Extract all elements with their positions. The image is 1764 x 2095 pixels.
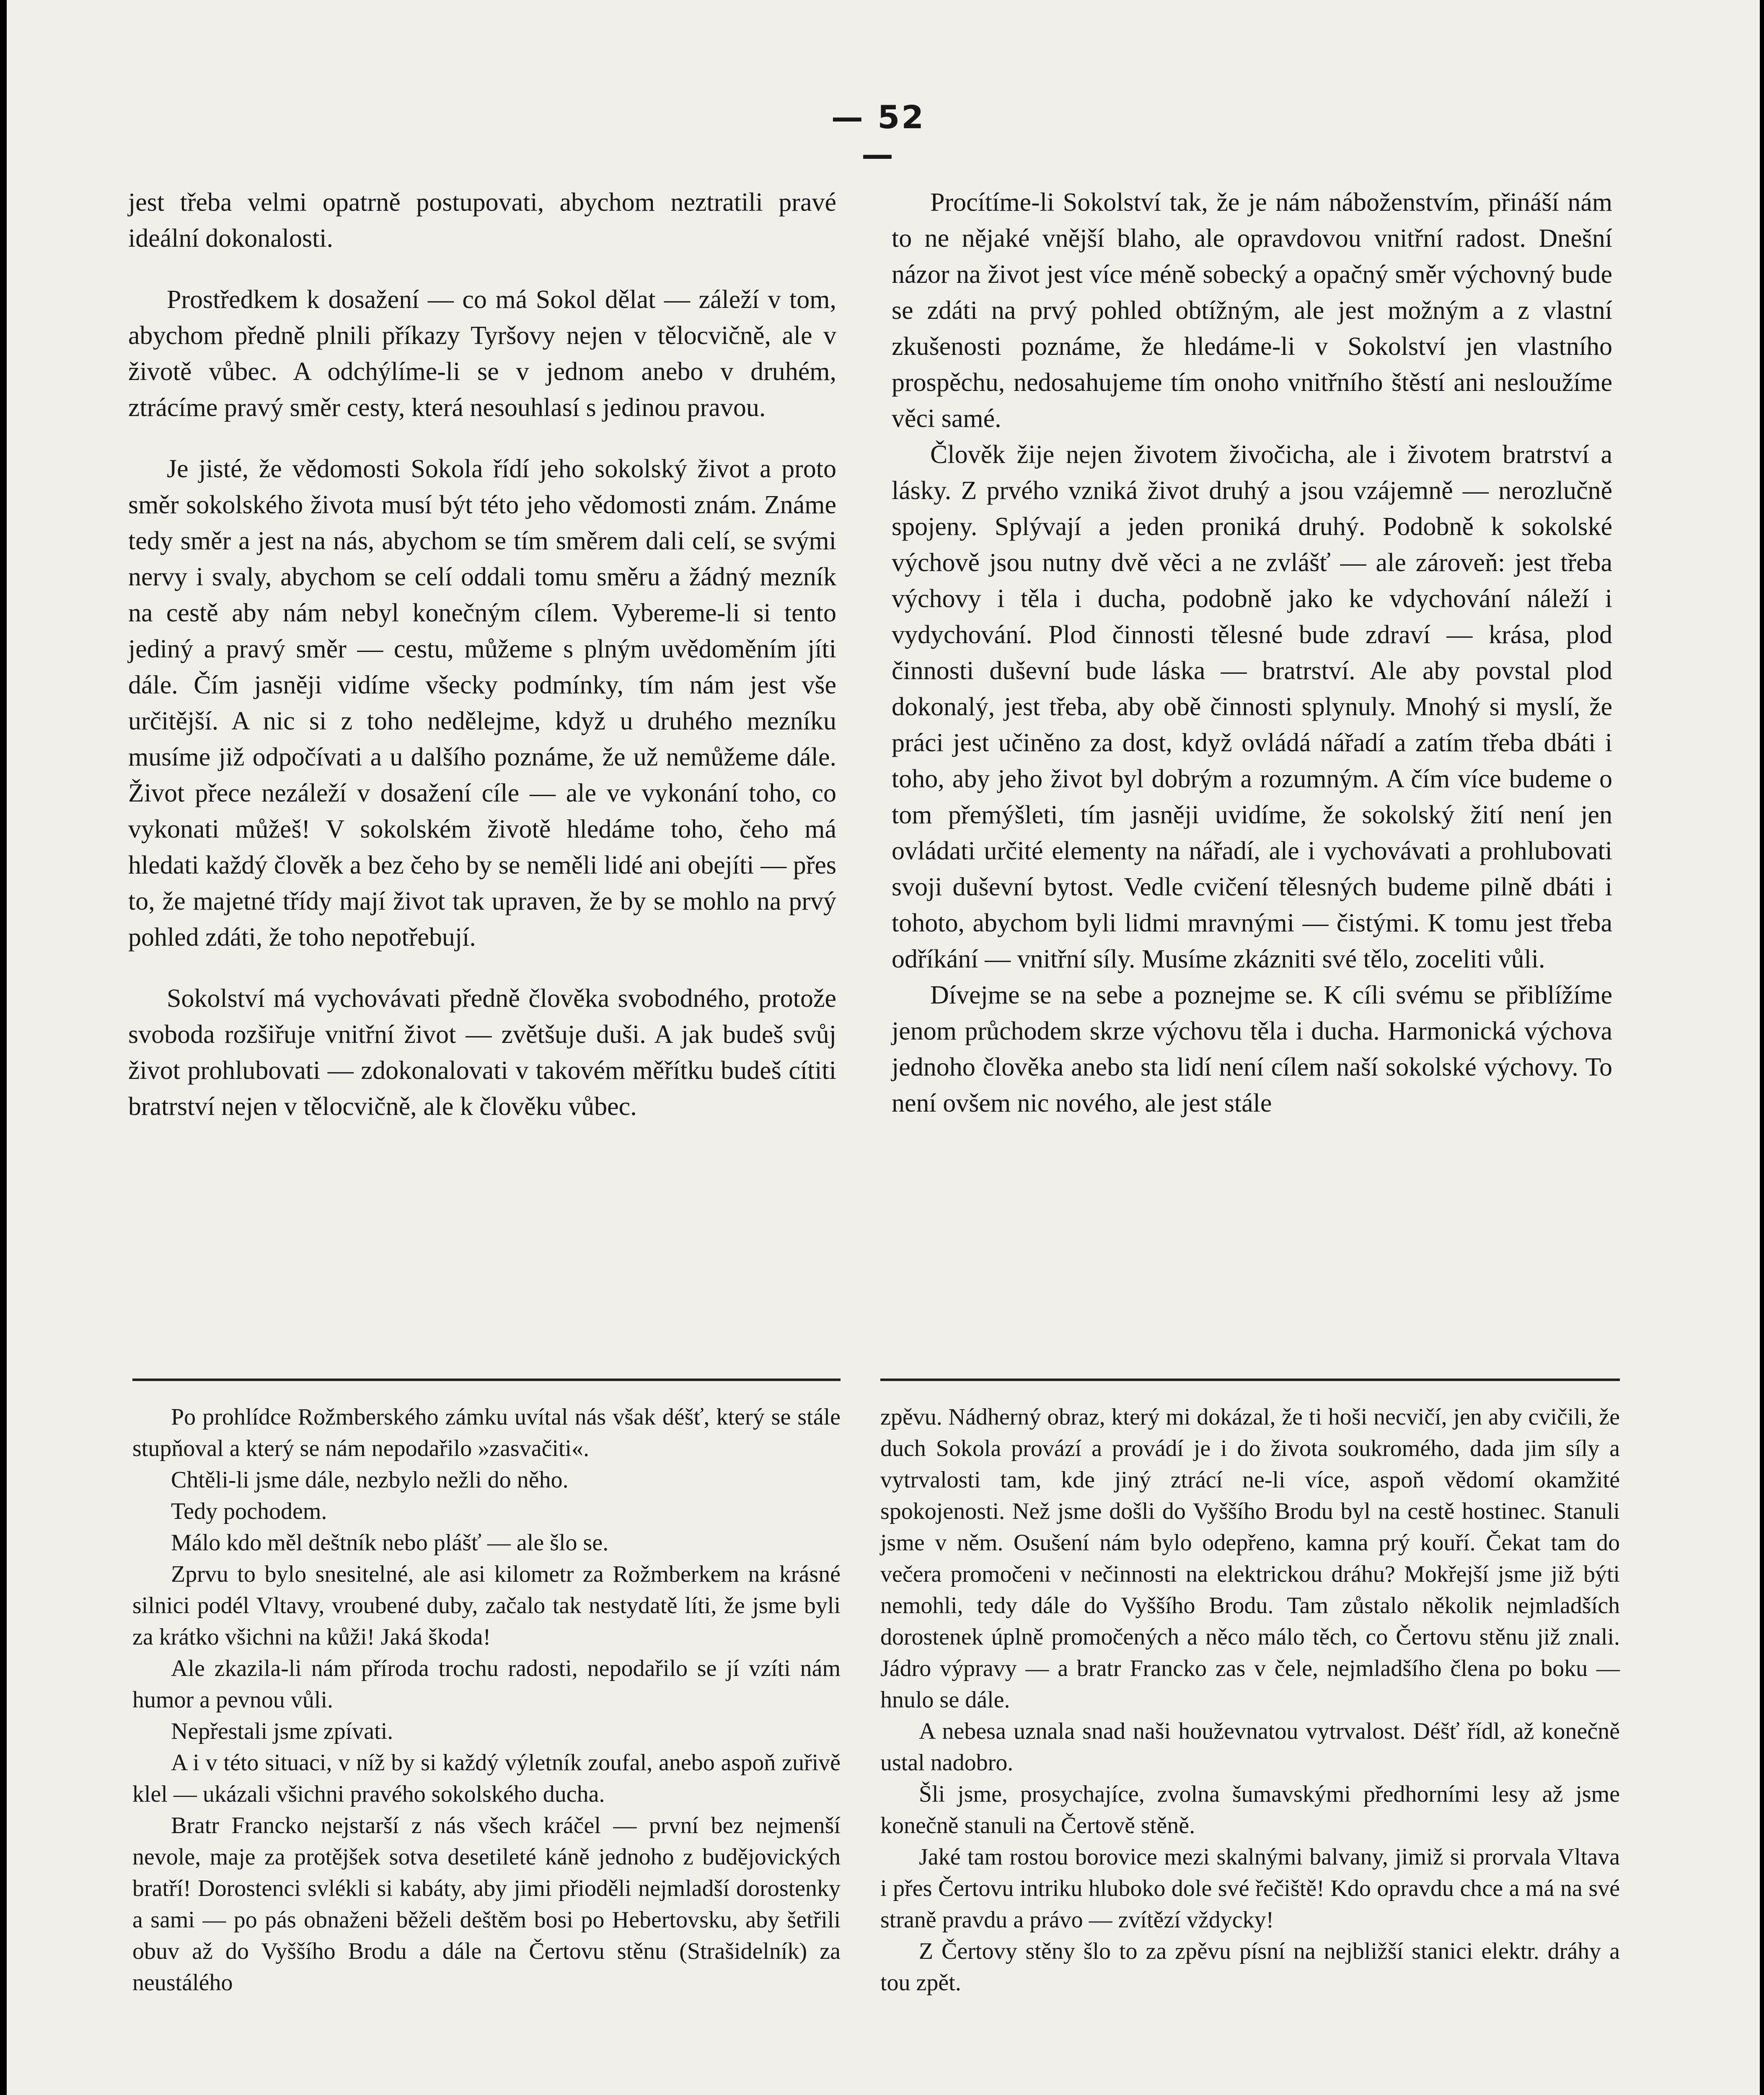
bottom-right-column: [880, 1402, 1620, 1999]
paragraph: Z Čertovy stěny šlo to za zpěvu písní na nejbližší stanici elektr. dráhy a tou zpět.: [880, 1938, 1620, 1996]
paragraph: Člověk žije nejen životem živočicha, ale i životem bratrství a lásky. Z prvého vzniká život druhý a jsou vzájemně — nerozlučně spojeny. Splývají a jeden proniká druhý. Podobně k sokolské výchově jsou nutny dvě věci a ne zvlášť — ale zároveň: jest třeba výchovy i těla i ducha, podobně jako ke vdychování náleží i vydychování. Plod činnosti tělesné bude zdraví — krása, plod činnosti duševní bude láska — bratrství. Ale aby povstal plod dokonalý, jest třeba, aby obě činnosti splynuly. Mnohý si myslí, že práci jest učiněno za dost, když ovládá nářadí a zatím třeba dbáti i toho, aby jeho život byl dobrým a rozumným. A čím více budeme o tom přemýšleti, tím jasněji uvidíme, že sokolský žití není jen ovládati určité elementy na nářadí, ale i vychovávati a prohlubovati svoji duševní bytost. Vedle cvičení tělesných budeme pilně dbáti i tohoto, abychom byli lidmi mravnými — čistými. K tomu jest třeba odříkání — vnitřní síly. Musíme zkázniti své tělo, zoceliti vůli.: [892, 440, 1612, 973]
paragraph: Tedy pochodem.: [171, 1498, 327, 1524]
paragraph: Prostředkem k dosažení — co má Sokol dělat — záleží v tom, abychom předně plnili příkazy Tyršovy nejen v tělocvičně, ale v životě vůbec. A odchýlíme-li se v jednom anebo v druhém, ztrácíme pravý směr cesty, která nesouhlasí s jedinou pravou.: [128, 285, 836, 422]
bottom-left-column: [132, 1402, 841, 1999]
paragraph: Málo kdo měl deštník nebo plášť — ale šlo se.: [171, 1530, 609, 1556]
section-divider-right: [880, 1379, 1620, 1381]
scanned-page: [7, 0, 1760, 2095]
paragraph: Je jisté, že vědomosti Sokola řídí jeho sokolský život a proto směr sokolského života musí být této jeho vědomosti znám. Známe tedy směr a jest na nás, abychom se tím směrem dali celí, se svými nervy i svaly, abychom se celí oddali tomu směru a žádný mezník na cestě aby nám nebyl konečným cílem. Vybereme-li si tento jediný a pravý směr — cestu, můžeme s plným uvědoměním jíti dále. Čím jasněji vidíme všecky podmínky, tím nám jest vše určitější. A nic si z toho nedělejme, když u druhého mezníku musíme již odpočívati a u dalšího poznáme, že už nemůžeme dále. Život přece nezáleží v dosažení cíle — ale ve vykonání toho, co vykonati můžeš! V sokolském životě hledáme toho, čeho má hledati každý člověk a bez čeho by se neměli lidé ani obejíti — přes to, že majetné třídy mají život tak upraven, že by se mohlo na prvý pohled zdáti, že toho nepotřebují.: [128, 455, 836, 952]
paragraph: Zprvu to bylo snesitelné, ale asi kilometr za Rožmberkem na krásné silnici podél Vltavy, vroubené duby, začalo tak nestydatě líti, že jsme byli za krátko všichni na kůži! Jaká škoda!: [132, 1561, 841, 1650]
paragraph: Bratr Francko nejstarší z nás všech kráčel — první bez nejmenší nevole, maje za protějšek sotva desetileté káně jednoho z budějovických bratří! Dorostenci svlékli si kabáty, aby jimi přioděli nejmladší dorostenky a sami — po pás obnaženi běželi deštěm bosi po Hebertovsku, aby šetřili obuv až do Vyššího Brodu a dále na Čertovu stěnu (Strašidelník) za neustálého: [132, 1813, 841, 1996]
paragraph: Nepřestali jsme zpívati.: [171, 1718, 393, 1744]
top-right-column: [892, 184, 1612, 1121]
paragraph: Sokolství má vychovávati předně člověka svobodného, protože svoboda rozšiřuje vnitřní život — zvětšuje duši. A jak budeš svůj život prohlubovati — zdokonalovati v takovém měřítku budeš cítiti bratrství nejen v tělocvičně, ale k člověku vůbec.: [128, 984, 836, 1121]
paragraph: Po prohlídce Rožmberského zámku uvítal nás však déšť, který se stále stupňoval a který se nám nepodařilo »zasvačiti«.: [132, 1404, 841, 1461]
paragraph: zpěvu. Nádherný obraz, který mi dokázal, že ti hoši necvičí, jen aby cvičili, že duch Sokola provází a provádí je i do života soukromého, dada jim síly a vytrvalosti tam, kde jiný ztrácí ne-li více, aspoň vědomí okamžité spokojenosti. Než jsme došli do Vyššího Brodu byl na cestě hostinec. Stanuli jsme v něm. Osušení nám bylo odepřeno, kamna prý kouří. Čekat tam do večera promočeni v nečinnosti na elektrickou dráhu? Mokřejší jsme již býti nemohli, tedy dále do Vyššího Brodu. Tam zůstalo několik nejmladších dorostenek úplně promočených a něco málo těch, co Čertovu stěnu již znali. Jádro výpravy — a bratr Francko zas v čele, nejmladšího člena po boku — hnulo se dále.: [880, 1404, 1620, 1713]
paragraph: Ale zkazila-li nám příroda trochu radosti, nepodařilo se jí vzíti nám humor a pevnou vůli.: [132, 1655, 841, 1713]
paragraph: Dívejme se na sebe a poznejme se. K cíli svému se přiblížíme jenom průchodem skrze výchovu těla i ducha. Harmonická výchova jednoho člověka anebo sta lidí není cílem naší sokolské výchovy. To není ovšem nic nového, ale jest stále: [892, 981, 1612, 1117]
top-left-column: [128, 184, 836, 1125]
paragraph: Šli jsme, prosychajíce, zvolna šumavskými předhorními lesy až jsme konečně stanuli na Čertově stěně.: [880, 1781, 1620, 1839]
paragraph: Chtěli-li jsme dále, nezbylo nežli do něho.: [171, 1467, 569, 1493]
section-divider-left: [132, 1379, 841, 1381]
paragraph: Jaké tam rostou borovice mezi skalnými balvany, jimiž si prorvala Vltava i přes Čertovu intriku hluboko dole své řečiště! Kdo opravdu chce a má na své straně pravdu a právo — zvítězí vždycky!: [880, 1844, 1620, 1933]
paragraph: A nebesa uznala snad naši houževnatou vytrvalost. Déšť řídl, až konečně ustal nadobro.: [880, 1718, 1620, 1776]
paragraph: A i v této situaci, v níž by si každý výletník zoufal, anebo aspoň zuřivě klel — ukázali všichni pravého sokolského ducha.: [132, 1750, 841, 1807]
paragraph: Procítíme-li Sokolství tak, že je nám náboženstvím, přináší nám to ne nějaké vnější blaho, ale opravdovou vnitřní radost. Dnešní názor na život jest více méně sobecký a opačný směr výchovný bude se zdáti na prvý pohled obtížným, ale jest možným a z vlastní zkušenosti poznáme, že hledáme-li v Sokolství jen vlastního prospěchu, nedosahujeme tím onoho vnitřního štěstí ani nesloužíme věci samé.: [892, 188, 1612, 433]
paragraph: jest třeba velmi opatrně postupovati, abychom neztratili pravé ideální dokonalosti.: [128, 188, 836, 253]
page-number: — 52 —: [831, 98, 926, 173]
